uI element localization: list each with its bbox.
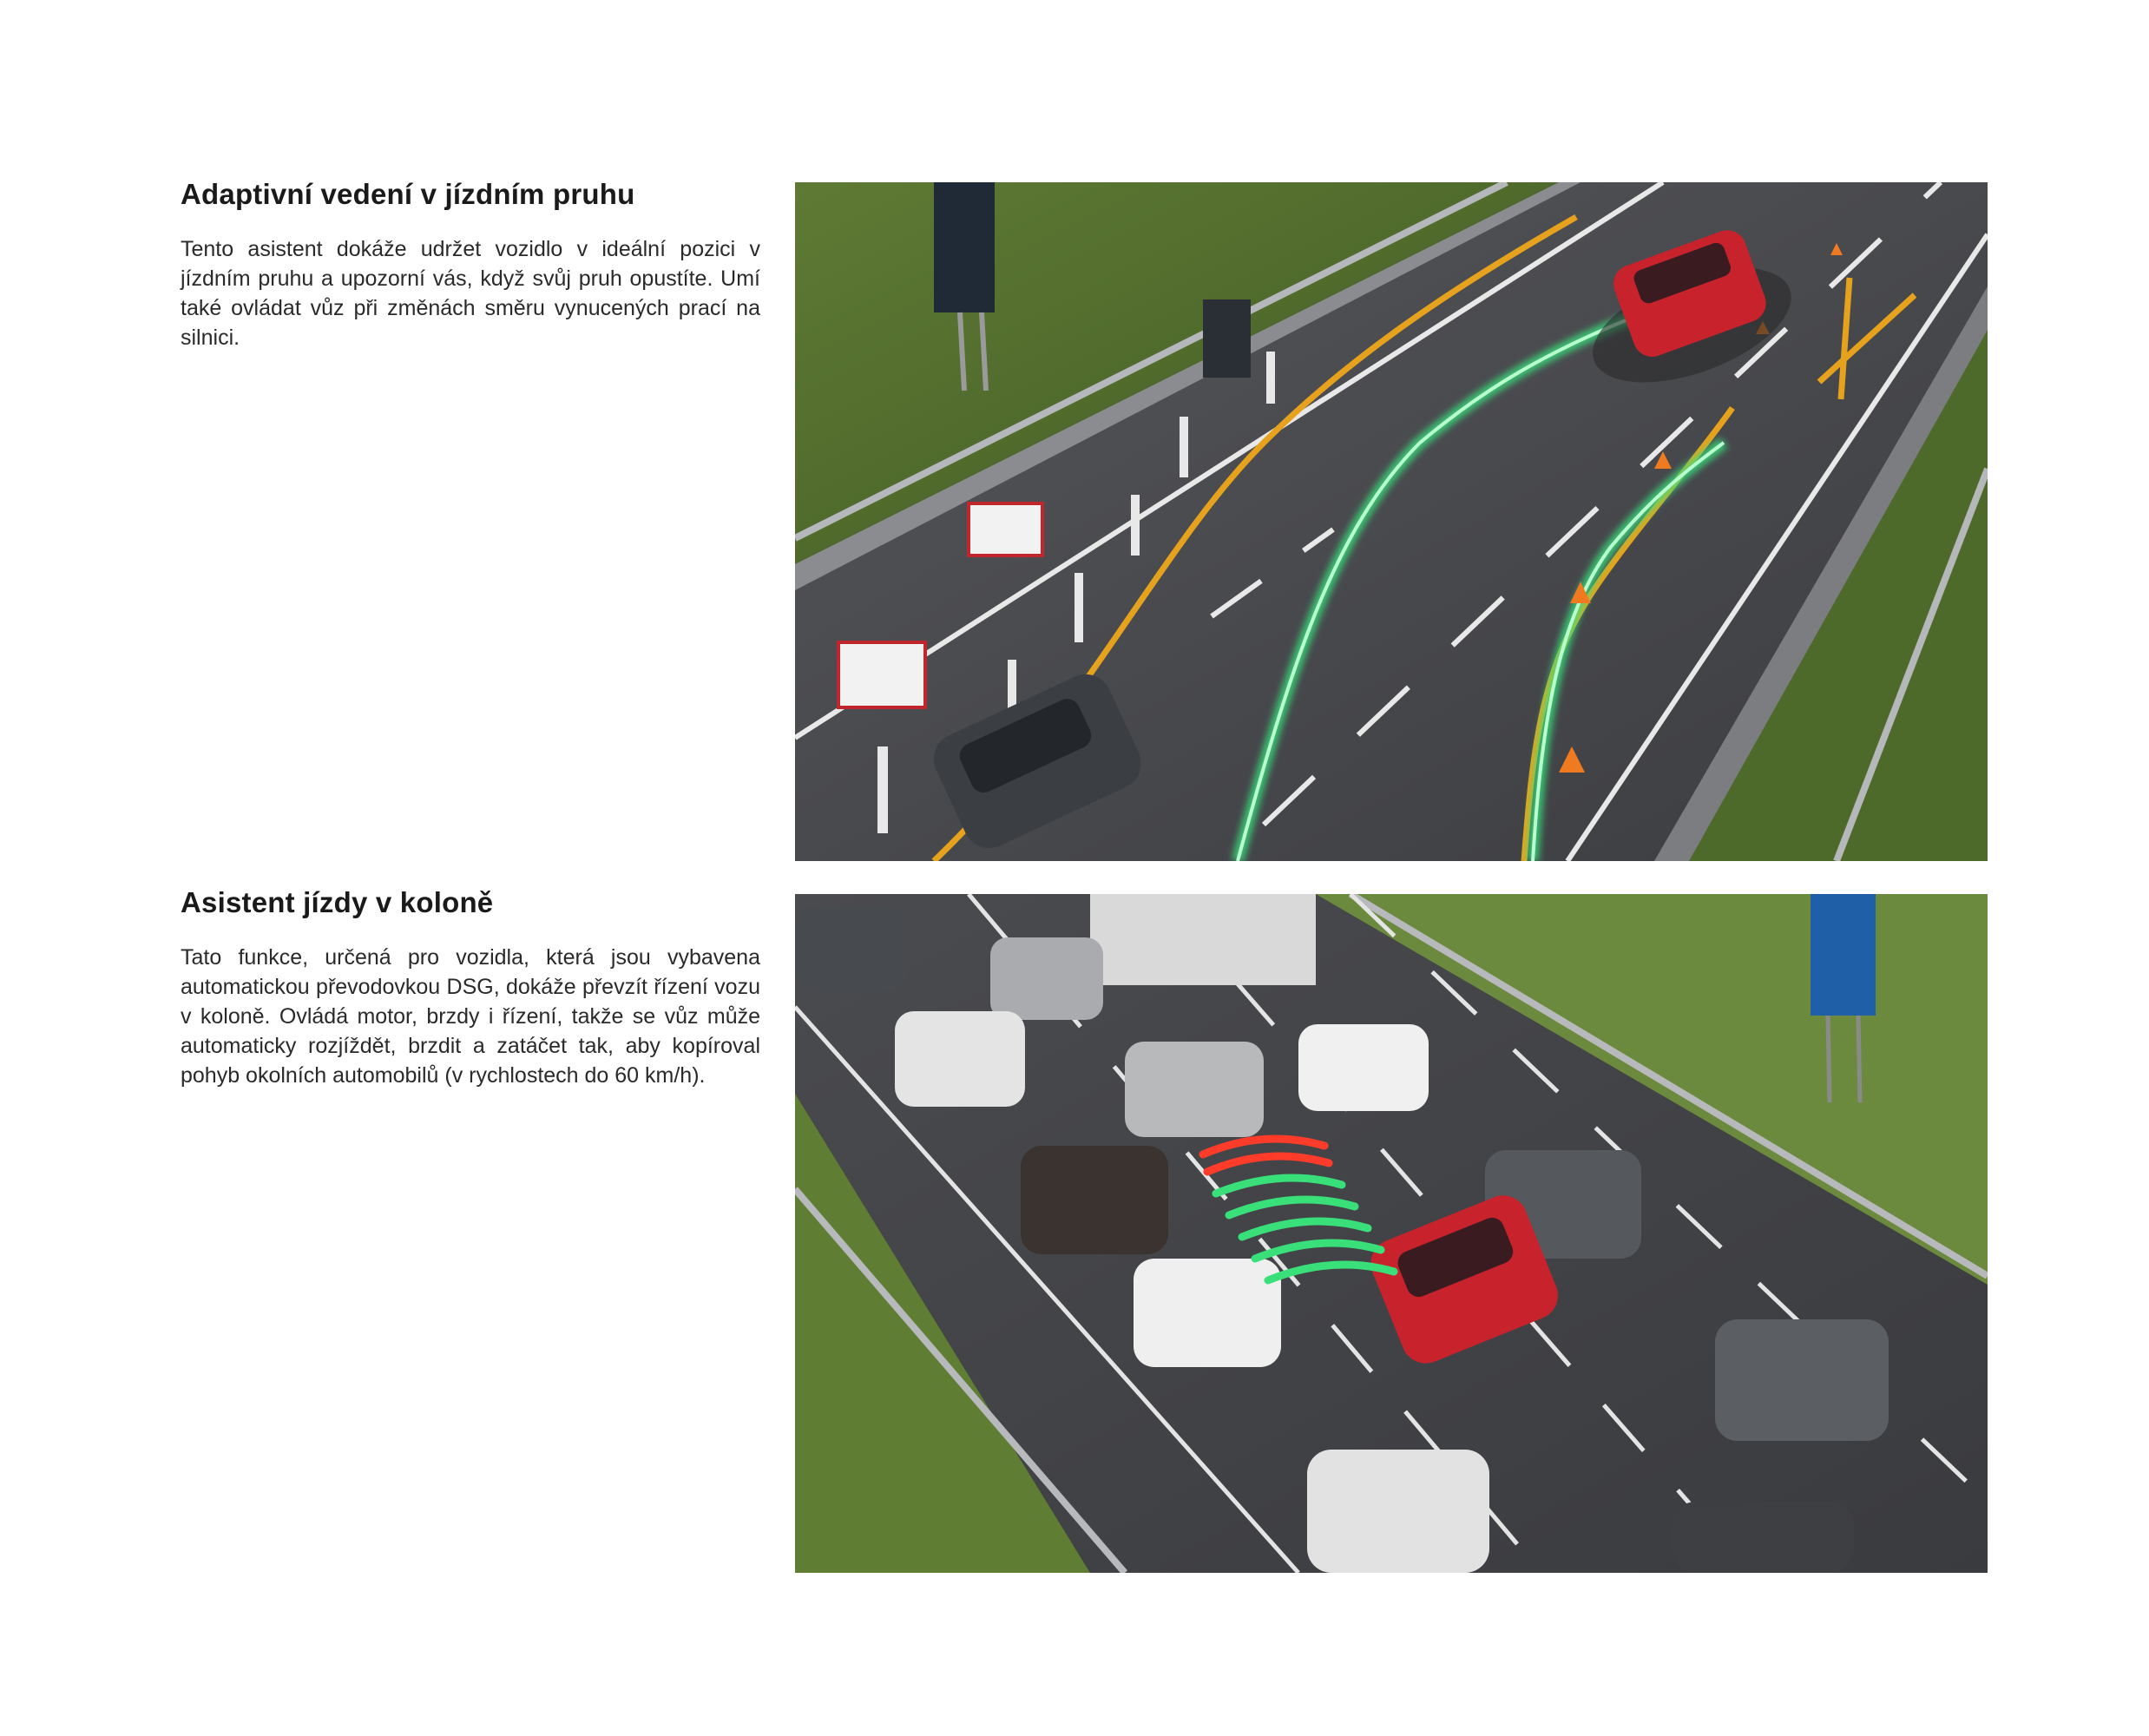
- feature-lane-assist: [181, 177, 760, 352]
- lane-direction-sign: [1811, 894, 1876, 1016]
- traffic-jam-illustration: [795, 894, 1988, 1573]
- traffic-jam-description: Tato funkce, určená pro vozidla, která jsou vybavena automatickou převodovkou DSG, dokáže převzít řízení vozu v koloně. Ovládá motor, brzdy i řízení, takže se vůz může automaticky rozjíždět, brzdit a zatáčet tak, aby kopíroval pohyb okolních automobilů (v rychlostech do 60 km/h).: [181, 944, 760, 1088]
- lane-assist-photo: [795, 182, 1988, 861]
- lane-assist-description: Tento asistent dokáže udržet vozidlo v ideální pozici v jízdním pruhu a upozorní vás, když svůj pruh opustíte. Umí také ovládat vůz při změnách směru vynucených prací na silnici.: [181, 236, 760, 350]
- traffic-jam-heading: Asistent jízdy v koloně: [181, 886, 494, 918]
- construction-sign: [1203, 299, 1251, 378]
- lane-assist-heading: Adaptivní vedení v jízdním pruhu: [181, 178, 635, 210]
- traffic-jam-photo: [795, 894, 1988, 1573]
- truck: [1090, 894, 1316, 985]
- feature-traffic-jam-assist: [181, 885, 760, 1090]
- highway-roadworks-illustration: [795, 182, 1988, 861]
- road-sign-back: [934, 182, 995, 312]
